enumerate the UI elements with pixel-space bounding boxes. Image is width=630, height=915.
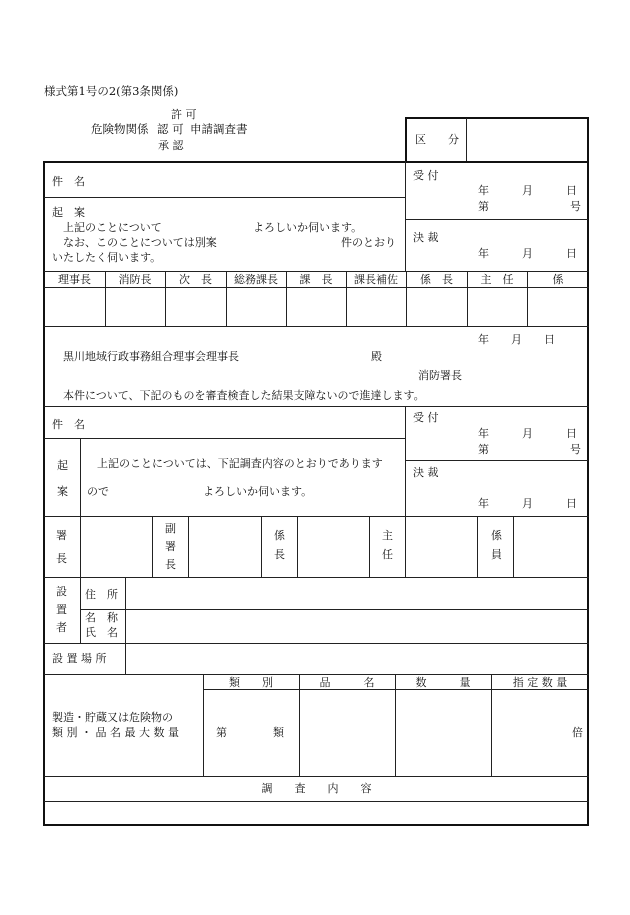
kian-label: 起 案 <box>52 206 85 219</box>
approver-shoubocho: 消防長 <box>118 273 152 286</box>
approver-somu-kacho: 総務課長 <box>234 273 278 286</box>
installer-char-2: 置 <box>56 603 67 616</box>
staff-kakariin-1: 係 <box>491 529 502 542</box>
survey-heading: 調 査 内 容 <box>261 782 372 795</box>
kian-line1-b: よろしいか伺います。 <box>253 221 363 234</box>
form-number: 様式第1号の2(第3条関係) <box>44 84 179 98</box>
station-kessai-date: 年 月 日 <box>478 497 577 510</box>
station-kian-label-1: 起 <box>57 459 68 472</box>
staff-shocho-1: 署 <box>56 529 67 542</box>
station-kenmei-label: 件 名 <box>52 418 85 431</box>
installer-char-3: 者 <box>56 621 67 634</box>
station-uketsuke-label: 受 付 <box>413 411 439 424</box>
notice-sender: 消防署長 <box>418 369 462 382</box>
station-kian-line2-a: ので <box>87 485 109 498</box>
staff-shunin-2: 任 <box>382 548 393 561</box>
staff-kakariin-2: 員 <box>491 548 502 561</box>
title-main: 危険物関係 <box>91 122 149 136</box>
station-kian-label-2: 案 <box>57 485 68 498</box>
staff-fukushocho-2: 署 <box>165 540 176 553</box>
staff-kakaricho-2: 長 <box>274 548 285 561</box>
installer-char-1: 設 <box>56 585 67 598</box>
installer-name-label-2: 氏 名 <box>85 626 118 639</box>
kenmei-label: 件 名 <box>52 175 85 188</box>
station-uketsuke-date: 年 月 日 <box>478 427 577 440</box>
staff-kakaricho-1: 係 <box>274 529 285 542</box>
approver-kacho: 課 長 <box>299 273 333 286</box>
station-kian-line1: 上記のことについては、下記調査内容のとおりであります <box>97 457 383 470</box>
hazmat-row-label-2: 類 別 ・ 品 名 最 大 数 量 <box>52 726 179 739</box>
uketsuke-dai: 第 <box>478 200 489 213</box>
kian-line2-a: なお、このことについては別案 <box>63 236 217 249</box>
staff-fukushocho-1: 副 <box>165 522 176 535</box>
approver-kacho-hosa: 課長補佐 <box>354 273 398 286</box>
hazmat-type-dai: 第 <box>216 726 227 739</box>
title-suffix: 申請調査書 <box>190 122 248 136</box>
approver-jicho: 次 長 <box>179 273 212 286</box>
kian-line3: いたしたく伺います。 <box>52 251 162 264</box>
approver-shunin: 主 任 <box>480 273 514 286</box>
col-header-specified: 指 定 数 量 <box>512 676 568 689</box>
uketsuke-label: 受 付 <box>413 169 439 182</box>
title-option-kyoka: 許 可 <box>171 108 197 121</box>
title-option-shonin: 承 認 <box>158 139 184 152</box>
uketsuke-go: 号 <box>570 200 581 213</box>
hazmat-type-rui: 類 <box>273 726 284 739</box>
staff-fukushocho-3: 長 <box>165 558 176 571</box>
notice-body: 本件について、下記のものを審査検査した結果支障ないので進達します。 <box>63 389 425 402</box>
kessai-label: 決 裁 <box>413 231 439 244</box>
station-kian-line2-b: よろしいか伺います。 <box>203 485 313 498</box>
notice-addressee: 黒川地域行政事務組合理事会理事長 <box>63 350 239 363</box>
uketsuke-date: 年 月 日 <box>478 184 577 197</box>
staff-shocho-2: 長 <box>56 552 67 565</box>
approver-kakaricho: 係 長 <box>420 273 453 286</box>
col-header-name: 品 名 <box>319 676 375 689</box>
hazmat-row-label-1: 製造・貯蔵又は危険物の <box>52 711 173 724</box>
col-header-type: 類 別 <box>229 676 273 689</box>
location-label: 設 置 場 所 <box>52 652 107 665</box>
installer-name-label-1: 名 称 <box>85 611 118 624</box>
approver-rijicho: 理事長 <box>58 273 91 286</box>
kian-line2-b: 件のとおり <box>341 236 396 249</box>
installer-address-label: 住 所 <box>85 588 118 601</box>
station-kessai-label: 決 裁 <box>413 466 439 479</box>
col-header-quantity: 数 量 <box>415 676 471 689</box>
staff-shunin-1: 主 <box>382 529 393 542</box>
kessai-date: 年 月 日 <box>478 247 577 260</box>
notice-date: 年 月 日 <box>478 333 555 346</box>
title-option-ninka: 認 可 <box>157 122 184 136</box>
station-uketsuke-go: 号 <box>570 443 581 456</box>
kian-line1-a: 上記のことについて <box>63 221 162 234</box>
station-uketsuke-dai: 第 <box>478 443 489 456</box>
kubun-label: 区 分 <box>415 133 459 146</box>
hazmat-bai: 倍 <box>572 726 583 739</box>
approver-kakari: 係 <box>552 273 564 286</box>
notice-dono: 殿 <box>371 350 382 363</box>
